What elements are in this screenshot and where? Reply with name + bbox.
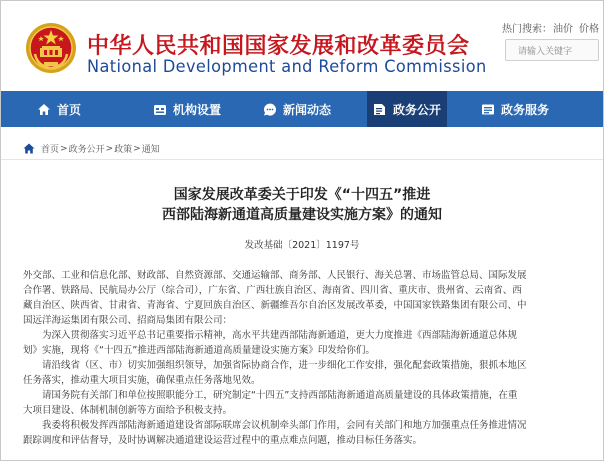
- news-icon: [263, 103, 277, 116]
- nav-item-service[interactable]: [481, 91, 549, 127]
- search-placeholder: 请输入关键字: [518, 47, 573, 57]
- breadcrumb-separator: >: [133, 143, 141, 154]
- site-title-cn: 中华人民共和国国家发展和改革委员会: [87, 34, 470, 59]
- nav-item-label: 机构设置: [173, 102, 222, 117]
- breadcrumb-item[interactable]: 首页: [41, 145, 60, 155]
- hot-search-label: 热门搜索：: [502, 24, 552, 35]
- nav-item-org[interactable]: [153, 91, 221, 127]
- nav-item-label: 政务服务: [501, 102, 550, 117]
- gov-open-icon: [373, 103, 387, 116]
- article-body-line: 跟踪调度和评估督导，及时协调解决通道建设运营过程中的重点难点问题，推动目标任务落实。: [23, 435, 423, 446]
- article-body-line: 我委将积极发挥西部陆海新通道建设省部际联席会议机制牵头部门作用，会同有关部门和地方加强重点任务推进情况: [23, 420, 527, 431]
- site-title-en: National Development and Reform Commission: [87, 57, 487, 77]
- service-icon: [481, 103, 495, 116]
- home-icon: [23, 143, 35, 154]
- article-title-line2: 西部陆海新通道高质量建设实施方案》的通知: [162, 207, 442, 223]
- article-body-line: 请沿线省（区、市）切实加强组织领导，加强省际协商合作，进一步细化工作安排，强化配套政策措施，狠抓本地区: [23, 360, 527, 371]
- national-emblem-icon[interactable]: [25, 22, 77, 74]
- breadcrumb-separator: >: [105, 143, 114, 154]
- hot-search: [502, 20, 600, 35]
- org-icon: [153, 103, 167, 116]
- document-number: 发改基础〔2021〕1197号: [244, 240, 360, 251]
- breadcrumb-item[interactable]: 政策: [114, 145, 133, 155]
- nav-item-label: 首页: [57, 102, 82, 117]
- hot-search-term[interactable]: 油价: [553, 24, 573, 35]
- article-body-line: 为深入贯彻落实习近平总书记重要指示精神，高水平共建西部陆海新通道，更大力度推进《西部陆海新通道总体规: [23, 330, 518, 341]
- article-title-line1: 国家发展改革委关于印发《“十四五”推进: [173, 187, 431, 203]
- divider: [1, 159, 603, 160]
- article-body-line: 划》实施，现将《“十四五”推进西部陆海新通道高质量建设实施方案》印发给你们。: [23, 345, 375, 356]
- home-icon: [37, 103, 51, 116]
- site-header: [1, 1, 603, 91]
- nav-item-label: 新闻动态: [283, 102, 332, 117]
- breadcrumb-separator: >: [60, 143, 68, 154]
- search-input[interactable]: [505, 39, 599, 61]
- article-body-line: 藏自治区、陕西省、甘肃省、青海省、宁夏回族自治区、新疆维吾尔自治区发展改革委，中国国家铁路集团有限公司、中: [23, 300, 527, 311]
- article-body-line: 任务落实，推动重大项目实施，确保重点任务落地见效。: [23, 375, 261, 386]
- main-nav: [1, 91, 603, 127]
- article-body-line: 国远洋海运集团有限公司、招商局集团有限公司：: [23, 315, 233, 326]
- nav-item-home[interactable]: [37, 91, 81, 127]
- hot-search-term[interactable]: 价格: [579, 24, 599, 35]
- nav-item-gov-open[interactable]: [367, 91, 447, 127]
- article-body-line: 大项目建设、体制机制创新等方面给予积极支持。: [23, 405, 233, 416]
- article-body-line: 请国务院有关部门和单位按照职能分工，研究制定“十四五”支持西部陆海新通道高质量建设的具体政策措施，在重: [23, 390, 518, 401]
- article-body-line: 外交部、工业和信息化部、财政部、自然资源部、交通运输部、商务部、人民银行、海关总署、市场监管总局、国际发展: [23, 270, 527, 281]
- breadcrumb: [23, 142, 160, 155]
- breadcrumb-item[interactable]: 通知: [141, 145, 160, 155]
- breadcrumb-item[interactable]: 政务公开: [68, 145, 105, 155]
- nav-item-news[interactable]: [263, 91, 331, 127]
- article-body-line: 合作署、铁路局、民航局办公厅（综合司），广东省、广西壮族自治区、海南省、四川省、重庆市、贵州省、云南省、西: [23, 285, 522, 296]
- nav-item-label: 政务公开: [393, 102, 442, 117]
